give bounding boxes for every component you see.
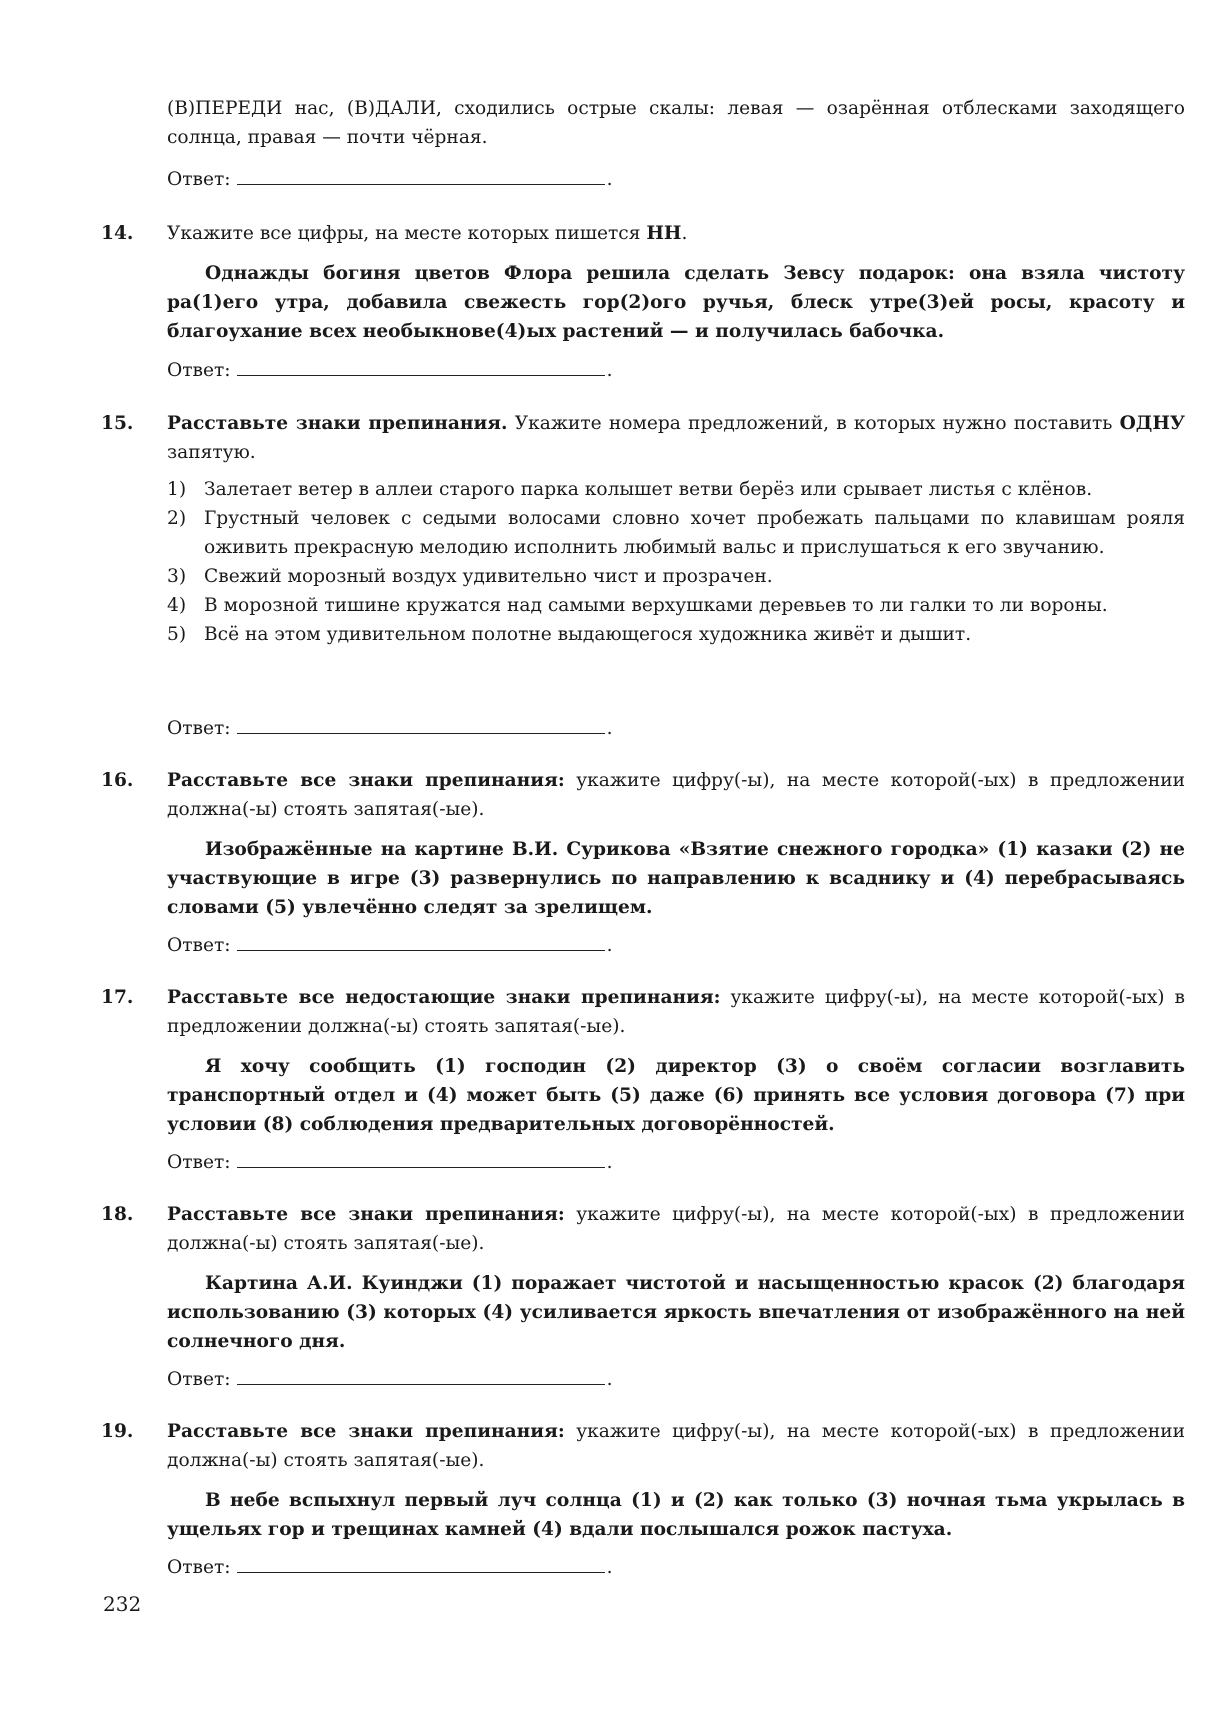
list-item: 5) Всё на этом удивительном полотне выдающегося художника живёт и дышит. bbox=[167, 624, 972, 645]
answer-label: Ответ: bbox=[167, 718, 231, 739]
task-question: Расставьте знаки препинания. Укажите номера предложений, в которых нужно поставить ОДНУ запятую. bbox=[167, 413, 1185, 463]
task-passage: Изображённые на картине В.И. Сурикова «Взятие снежного городка» (1) казаки (2) не участвующие в игре (3) развернулись по направлению к всаднику и (4) перебрасываясь словами (5) увлечённо следят за зрелищем. bbox=[167, 839, 1185, 918]
answer-label: Ответ: bbox=[167, 1152, 231, 1173]
intro-text: нас, bbox=[282, 98, 347, 119]
options-list bbox=[167, 475, 1185, 649]
task-number: 16. bbox=[101, 770, 134, 791]
list-item: 4) В морозной тишине кружатся над самыми верхушками деревьев то ли галки то ли вороны. bbox=[167, 595, 1108, 616]
task-question: Расставьте все знаки препинания: укажите цифру(-ы), на месте которой(-ых) в предложении должна(-ы) стоять запятая(-ые). bbox=[167, 770, 1185, 820]
answer-line[interactable] bbox=[167, 165, 612, 194]
task-number: 14. bbox=[101, 223, 134, 244]
task-question: Расставьте все знаки препинания: укажите цифру(-ы), на месте которой(-ых) в предложении должна(-ы) стоять запятая(-ые). bbox=[167, 1204, 1185, 1254]
answer-dot: . bbox=[606, 718, 613, 739]
task-question: Расставьте все недостающие знаки препинания: укажите цифру(-ы), на месте которой(-ых) в предложении должна(-ы) стоять запятая(-ые). bbox=[167, 987, 1185, 1037]
answer-blank[interactable] bbox=[237, 1383, 605, 1385]
intro-text-end: , сходились острые скалы: левая — озарённая отблесками заходящего солнца, правая — почти чёрная. bbox=[167, 98, 1186, 148]
task-number: 17. bbox=[101, 987, 134, 1008]
task-question: Расставьте все знаки препинания: укажите цифру(-ы), на месте которой(-ых) в предложении должна(-ы) стоять запятая(-ые). bbox=[167, 1421, 1185, 1471]
answer-label: Ответ: bbox=[167, 935, 231, 956]
task-number: 19. bbox=[101, 1421, 134, 1442]
answer-line[interactable] bbox=[167, 1553, 612, 1582]
answer-blank[interactable] bbox=[237, 1166, 605, 1168]
task-19 bbox=[167, 1417, 1185, 1544]
answer-dot: . bbox=[606, 1369, 613, 1390]
answer-dot: . bbox=[606, 1152, 613, 1173]
task-number: 18. bbox=[101, 1204, 134, 1225]
answer-dot: . bbox=[606, 935, 613, 956]
list-item: 2) Грустный человек с седыми волосами словно хочет пробежать пальцами по клавишам рояля оживить прекрасную мелодию исполнить любимый вальс и прислушаться к его звучанию. bbox=[167, 508, 1185, 558]
page-number: 232 bbox=[103, 1592, 142, 1616]
intro-word-vperedi: (В)ПЕРЕДИ bbox=[167, 98, 283, 119]
list-item: 3) Свежий морозный воздух удивительно чист и прозрачен. bbox=[167, 566, 773, 587]
answer-dot: . bbox=[606, 1557, 613, 1578]
task-15 bbox=[167, 409, 1185, 649]
task-question: Укажите все цифры, на месте которых пишется НН. bbox=[167, 223, 688, 244]
task-number: 15. bbox=[101, 413, 134, 434]
answer-line[interactable] bbox=[167, 931, 612, 960]
answer-blank[interactable] bbox=[237, 183, 605, 185]
answer-line[interactable] bbox=[167, 714, 612, 743]
answer-line[interactable] bbox=[167, 1148, 612, 1177]
answer-blank[interactable] bbox=[237, 732, 605, 734]
answer-label: Ответ: bbox=[167, 1557, 231, 1578]
answer-dot: . bbox=[606, 169, 613, 190]
answer-label: Ответ: bbox=[167, 360, 231, 381]
answer-label: Ответ: bbox=[167, 1369, 231, 1390]
task-passage: В небе вспыхнул первый луч солнца (1) и (2) как только (3) ночная тьма укрылась в ущельях гор и трещинах камней (4) вдали послышался рожок пастуха. bbox=[167, 1490, 1185, 1540]
answer-line[interactable] bbox=[167, 1365, 612, 1394]
answer-blank[interactable] bbox=[237, 949, 605, 951]
answer-label: Ответ: bbox=[167, 169, 231, 190]
answer-line[interactable] bbox=[167, 356, 612, 385]
intro-sentence bbox=[167, 94, 1185, 152]
list-item: 1) Залетает ветер в аллеи старого парка колышет ветви берёз или срывает листья с клёнов. bbox=[167, 479, 1093, 500]
task-18 bbox=[167, 1200, 1185, 1356]
task-passage: Я хочу сообщить (1) господин (2) директор (3) о своём согласии возглавить транспортный отдел и (4) может быть (5) даже (6) принять все условия договора (7) при условии (8) соблюдения предварительных договорённостей. bbox=[167, 1056, 1185, 1135]
answer-blank[interactable] bbox=[237, 1571, 605, 1573]
task-14 bbox=[167, 219, 1185, 346]
task-passage: Однажды богиня цветов Флора решила сделать Зевсу подарок: она взяла чистоту ра(1)его утра, добавила свежесть гор(2)ого ручья, блеск утре(3)ей росы, красоту и благоухание всех необыкнове(4)ых растений — и получилась бабочка. bbox=[167, 263, 1185, 342]
intro-word-vdali: (В)ДАЛИ bbox=[346, 98, 436, 119]
task-16 bbox=[167, 766, 1185, 922]
answer-blank[interactable] bbox=[237, 374, 605, 376]
task-17 bbox=[167, 983, 1185, 1139]
answer-dot: . bbox=[606, 360, 613, 381]
task-passage: Картина А.И. Куинджи (1) поражает чистотой и насыщенностью красок (2) благодаря использованию (3) которых (4) усиливается яркость впечатления от изображённого на ней солнечного дня. bbox=[167, 1273, 1185, 1352]
